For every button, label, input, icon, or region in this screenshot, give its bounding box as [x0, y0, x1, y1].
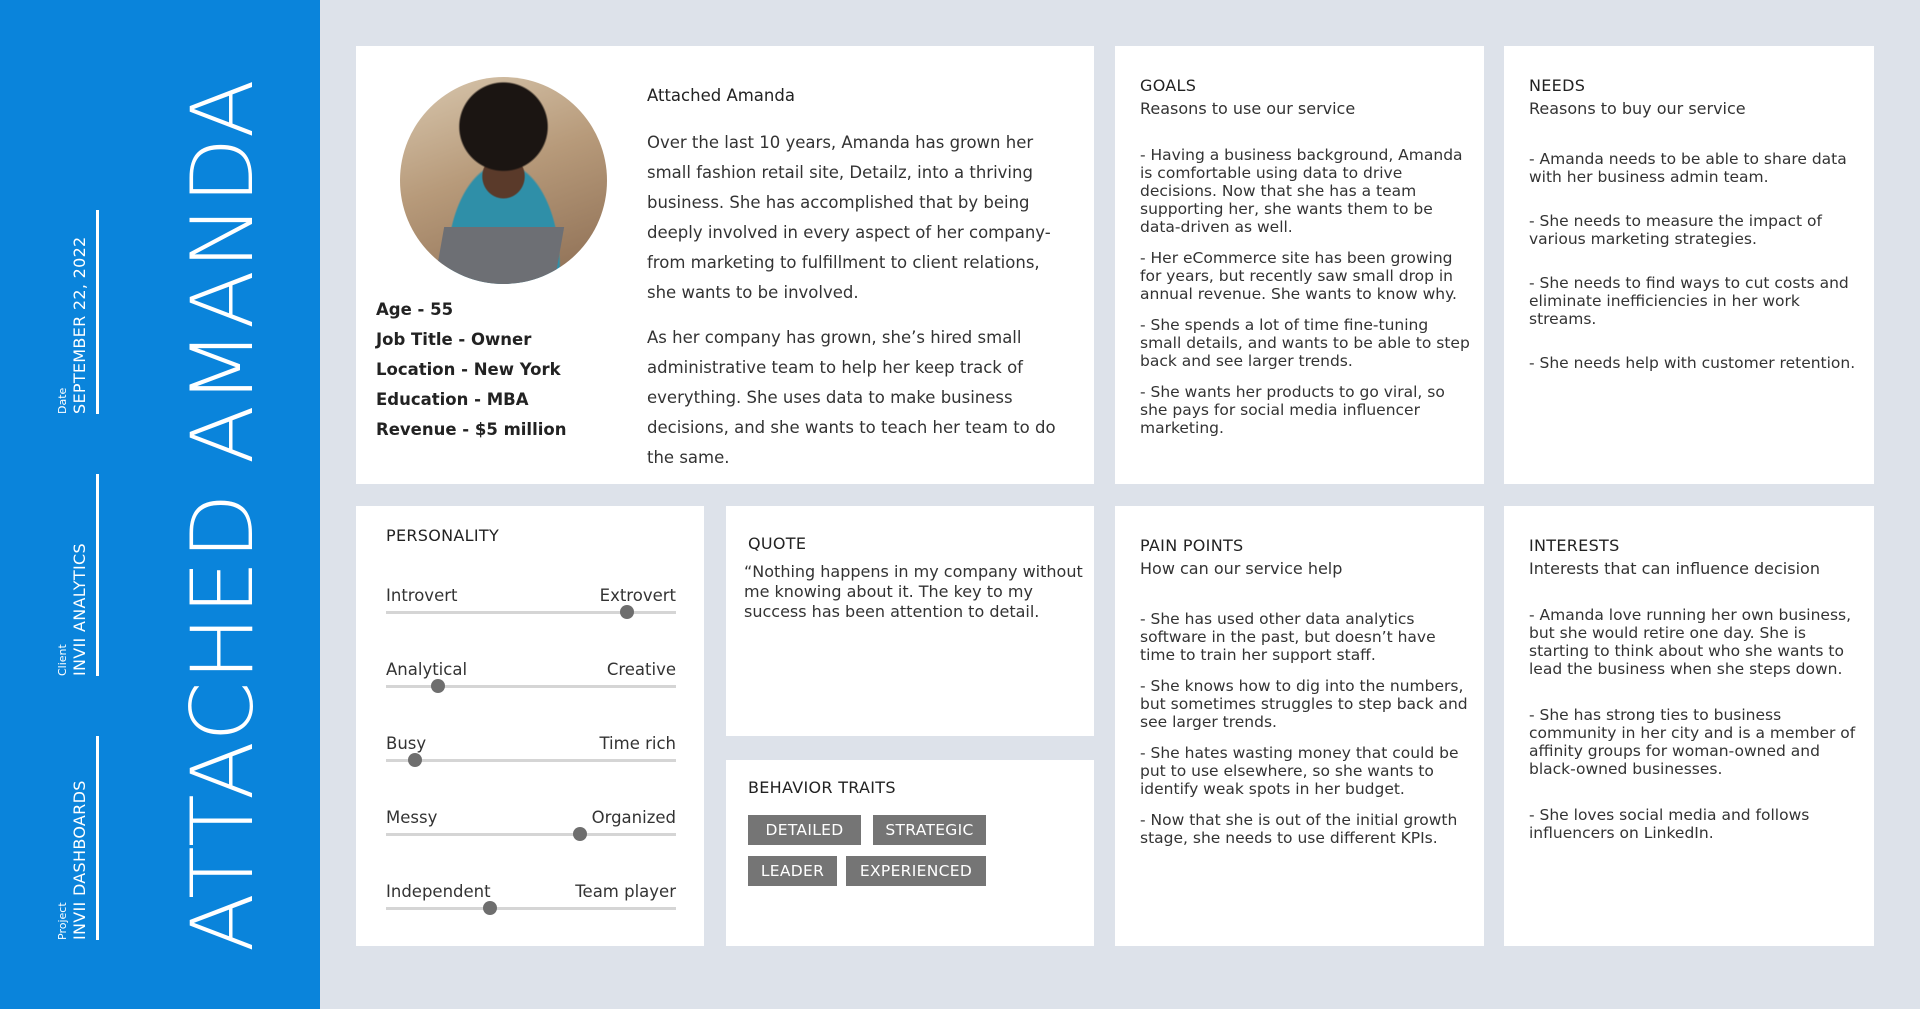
- need-item: - She needs help with customer retention.: [1529, 354, 1856, 372]
- personality-slider[interactable]: [386, 882, 676, 922]
- trait-tag: STRATEGIC: [873, 815, 986, 845]
- needs-title: NEEDS: [1529, 76, 1586, 95]
- project-label: Project: [56, 902, 69, 940]
- personality-title: PERSONALITY: [386, 526, 500, 545]
- quote-text: “Nothing happens in my company without me knowing about it. The key to my success has been attention to detail.: [744, 562, 1083, 621]
- slider-track[interactable]: [386, 833, 676, 836]
- behavior-title: BEHAVIOR TRAITS: [748, 778, 896, 797]
- client-rule: [96, 474, 99, 676]
- date-rule: [96, 210, 99, 414]
- behavior-card: [726, 760, 1094, 946]
- slider-right-label: Organized: [591, 808, 676, 827]
- slider-right-label: Extrovert: [599, 586, 676, 605]
- slider-right-label: Team player: [575, 882, 676, 901]
- slider-track[interactable]: [386, 759, 676, 762]
- fact-education: Education - MBA: [376, 390, 529, 409]
- fact-location: Location - New York: [376, 360, 561, 379]
- trait-tag: LEADER: [748, 856, 837, 886]
- slider-left-label: Independent: [386, 882, 491, 901]
- bio-paragraph: As her company has grown, she’s hired small administrative team to help her keep track of everything. She uses data to make business decisions, and she wants to teach her team to do the same.: [647, 328, 1056, 467]
- personality-slider[interactable]: [386, 808, 676, 848]
- goal-item: - She wants her products to go viral, so she pays for social media influencer marketing.: [1140, 383, 1445, 437]
- client-label: Client: [56, 644, 69, 676]
- slider-left-label: Messy: [386, 808, 438, 827]
- personality-card: [356, 506, 704, 946]
- goal-item: - She spends a lot of time fine-tuning small details, and wants to be able to step back and see larger trends.: [1140, 316, 1470, 370]
- date-meta: [56, 174, 112, 414]
- pain-point-item: - Now that she is out of the initial growth stage, she needs to use different KPIs.: [1140, 811, 1458, 847]
- persona-photo: [400, 77, 607, 284]
- interests-title: INTERESTS: [1529, 536, 1620, 555]
- pain-points-subtitle: How can our service help: [1140, 559, 1343, 578]
- goals-card: [1115, 46, 1484, 484]
- need-item: - She needs to measure the impact of various marketing strategies.: [1529, 212, 1822, 248]
- goals-title: GOALS: [1140, 76, 1197, 95]
- pain-point-item: - She hates wasting money that could be put to use elsewhere, so she wants to identify weak spots in her budget.: [1140, 744, 1459, 798]
- project-value: INVII DASHBOARDS: [70, 780, 89, 940]
- fact-revenue: Revenue - $5 million: [376, 420, 567, 439]
- interests-subtitle: Interests that can influence decision: [1529, 559, 1820, 578]
- slider-left-label: Busy: [386, 734, 427, 753]
- slider-right-label: Time rich: [599, 734, 676, 753]
- interest-item: - Amanda love running her own business, but she would retire one day. She is starting to think about who she wants to lead the business when she steps down.: [1529, 606, 1852, 678]
- need-item: - She needs to find ways to cut costs and eliminate inefficiencies in her work streams.: [1529, 274, 1849, 328]
- goal-item: - Having a business background, Amanda is comfortable using data to drive decisions. Now that she has a team supporting her, she wants them to be data-driven as well.: [1140, 146, 1463, 236]
- persona-name: Attached Amanda: [647, 86, 795, 105]
- interest-item: - She has strong ties to business community in her city and is a member of affinity groups for woman-owned and black-owned businesses.: [1529, 706, 1856, 778]
- slider-knob[interactable]: [573, 827, 587, 841]
- client-meta: [56, 436, 112, 676]
- slider-knob[interactable]: [483, 901, 497, 915]
- fact-age: Age - 55: [376, 300, 454, 319]
- laptop-shape: [432, 227, 564, 284]
- needs-card: [1504, 46, 1874, 484]
- goals-subtitle: Reasons to use our service: [1140, 99, 1356, 118]
- pain-points-title: PAIN POINTS: [1140, 536, 1244, 555]
- quote-card: [726, 506, 1094, 736]
- slider-right-label: Creative: [606, 660, 676, 679]
- pain-point-item: - She knows how to dig into the numbers, but sometimes struggles to step back and see larger trends.: [1140, 677, 1468, 731]
- personality-slider[interactable]: [386, 734, 676, 774]
- date-label: Date: [56, 387, 69, 414]
- goal-item: - Her eCommerce site has been growing for years, but recently saw small drop in annual revenue. She wants to know why.: [1140, 249, 1457, 303]
- personality-slider[interactable]: [386, 586, 676, 626]
- fact-job: Job Title - Owner: [376, 330, 532, 349]
- client-value: INVII ANALYTICS: [70, 543, 89, 676]
- slider-track[interactable]: [386, 907, 676, 910]
- slider-left-label: Analytical: [386, 660, 468, 679]
- trait-tag: EXPERIENCED: [846, 856, 986, 886]
- interest-item: - She loves social media and follows influencers on LinkedIn.: [1529, 806, 1810, 842]
- slider-knob[interactable]: [431, 679, 445, 693]
- interests-card: [1504, 506, 1874, 946]
- bio-paragraph: Over the last 10 years, Amanda has grown her small fashion retail site, Detailz, into a thriving business. She has accomplished that by being deeply involved in every aspect of her company- from marketing to fulfillment to client relations, she wants to be involved.: [647, 133, 1051, 302]
- slider-track[interactable]: [386, 685, 676, 688]
- date-value: SEPTEMBER 22, 2022: [70, 236, 89, 414]
- sidebar: [0, 0, 320, 1009]
- persona-title: ATTACHED AMANDA: [173, 78, 273, 952]
- needs-subtitle: Reasons to buy our service: [1529, 99, 1746, 118]
- slider-knob[interactable]: [620, 605, 634, 619]
- slider-left-label: Introvert: [386, 586, 458, 605]
- pain-point-item: - She has used other data analytics software in the past, but doesn’t have time to train her support staff.: [1140, 610, 1436, 664]
- quote-title: QUOTE: [748, 534, 807, 553]
- pain-points-card: [1115, 506, 1484, 946]
- project-meta: [56, 700, 112, 940]
- personality-slider[interactable]: [386, 660, 676, 700]
- persona-facts: [376, 300, 566, 450]
- slider-knob[interactable]: [408, 753, 422, 767]
- need-item: - Amanda needs to be able to share data with her business admin team.: [1529, 150, 1847, 186]
- trait-tag: DETAILED: [748, 815, 861, 845]
- project-rule: [96, 736, 99, 940]
- persona-bio: [647, 128, 1067, 488]
